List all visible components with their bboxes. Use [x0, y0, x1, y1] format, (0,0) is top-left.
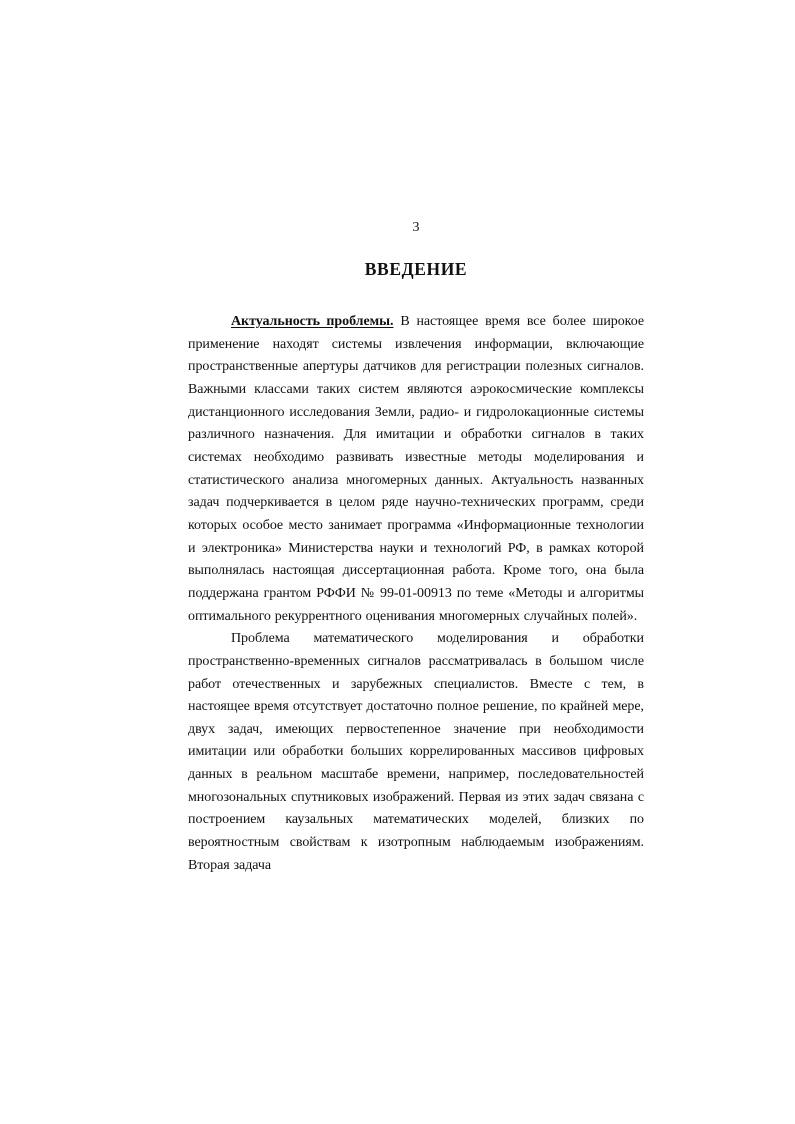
body-text: [188, 311, 644, 877]
page-number: 3: [412, 220, 420, 235]
paragraph-lead-relevance: Актуальность проблемы.: [231, 314, 394, 329]
paragraph-problem: [188, 628, 644, 877]
paragraph-text-relevance: В настоящее время все более широкое применение находят системы извлечения информации, включающие пространственные апертуры датчиков для регистрации полезных сигналов. Важными классами таких систем являются аэрокосмические комплексы дистанционного исследования Земли, радио- и гидролокационные системы различного назначения. Для имитации и обработки сигналов в таких системах необходимо развивать известные методы моделирования и статистического анализа многомерных данных. Актуальность названных задач подчеркивается в целом ряде научно-технических программ, среди которых особое место занимает программа «Информационные технологии и электроника» Министерства науки и технологий РФ, в рамках которой выполнялась настоящая диссертационная работа. Кроме того, она была поддержана грантом РФФИ № 99-01-00913 по теме «Методы и алгоритмы оптимального рекуррентного оценивания многомерных случайных полей».: [188, 314, 644, 624]
section-heading: ВВЕДЕНИЕ: [364, 259, 468, 279]
paragraph-relevance: [188, 311, 644, 628]
paragraph-text-problem: Проблема математического моделирования и обработки пространственно-временных сигналов рассматривалась в большом числе работ отечественных и зарубежных специалистов. Вместе с тем, в настоящее время отсутствует достаточно полное решение, по крайней мере, двух задач, имеющих первостепенное значение при необходимости имитации или обработки больших коррелированных массивов цифровых данных в реальном масштабе времени, например, последовательностей многозональных спутниковых изображений. Первая из этих задач связана с построением каузальных математических моделей, близких по вероятностным свойствам к изотропным наблюдаемым изображениям. Вторая задача: [188, 631, 644, 873]
